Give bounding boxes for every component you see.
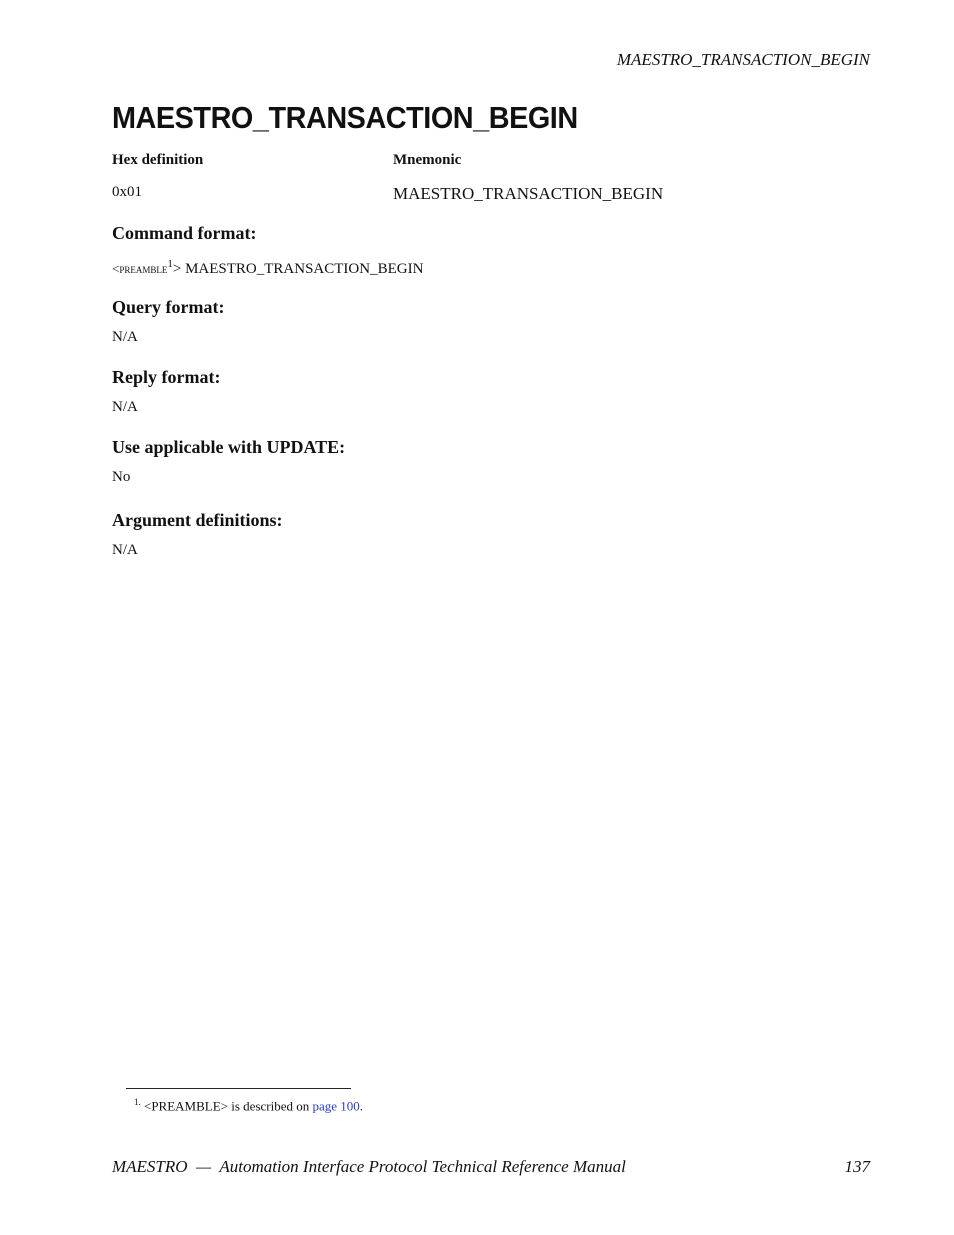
command-rest: > MAESTRO_TRANSACTION_BEGIN xyxy=(172,261,424,277)
footer-title: MAESTRO — Automation Interface Protocol Technical Reference Manual xyxy=(112,1157,626,1176)
mnemonic-value: MAESTRO_TRANSACTION_BEGIN xyxy=(393,184,664,203)
command-format-value xyxy=(112,258,423,278)
hex-definition-label: Hex definition xyxy=(112,152,204,168)
footnote-end: . xyxy=(359,1098,364,1114)
footnote-ref: 1 xyxy=(167,258,173,270)
page-title: MAESTRO_TRANSACTION_BEGIN xyxy=(112,100,578,135)
footnote-marker: 1. xyxy=(134,1097,141,1107)
use-update-value: No xyxy=(112,469,131,485)
footnote-divider xyxy=(126,1088,351,1089)
page-link[interactable]: page 100 xyxy=(312,1098,360,1114)
argument-definitions-value: N/A xyxy=(112,542,138,558)
use-update-heading: Use applicable with UPDATE: xyxy=(112,437,346,457)
mnemonic-label: Mnemonic xyxy=(393,152,462,168)
footnote-text: <PREAMBLE> is described on xyxy=(140,1098,313,1114)
query-format-value: N/A xyxy=(112,329,138,345)
command-format-heading: Command format: xyxy=(112,223,257,243)
page-number: 137 xyxy=(844,1157,870,1176)
reply-format-value: N/A xyxy=(112,399,138,415)
running-head: MAESTRO_TRANSACTION_BEGIN xyxy=(616,50,870,69)
command-open: < xyxy=(112,261,120,276)
argument-definitions-heading: Argument definitions: xyxy=(112,510,283,530)
footnote xyxy=(134,1097,363,1114)
query-format-heading: Query format: xyxy=(112,297,225,317)
command-preamble: preamble xyxy=(119,261,168,276)
hex-value: 0x01 xyxy=(112,184,142,200)
reply-format-heading: Reply format: xyxy=(112,367,221,387)
